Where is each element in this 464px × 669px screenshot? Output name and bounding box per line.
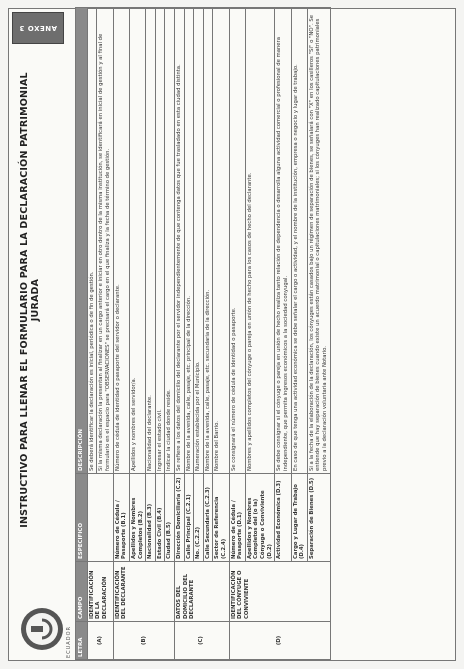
- descripcion-cell: Nombre de la avenida, calle, pasaje, etc. principal de la dirección.: [184, 8, 194, 474]
- especifico-cell: Dirección Domiciliaria (C.2): [174, 474, 184, 562]
- descripcion-cell: Se debe consignar si el cónyuge o pareja en unión de hecho realiza tanto relación de dependencia o desarrolla alguna actividad comercial o profesional de manera independiente, que permita ingresos económicos a la sociedad conyugal.: [275, 8, 291, 474]
- descripcion-cell: Si a la fecha de la elaboración de la declaración, los cónyuges están casados bajo un régimen de separación de bienes, se señalará con "X" en los casilleros "SI" o "NO". Se entiende que hay separación de bienes cuando existe un acuerdo matrimonial o capitulaciones matrimoniales; si los cónyuges han realizado capitulaciones patrimoniales previo a la declaración voluntaria ante Notario.: [307, 8, 330, 474]
- descripcion-cell: Apellidos y nombres del servidor/a.: [129, 8, 145, 474]
- column-header-campo: CAMPO: [76, 562, 88, 622]
- especifico-cell: Calle Principal (C.2.1): [184, 474, 194, 562]
- descripcion-cell: Nacionalidad del declarante.: [146, 8, 156, 474]
- column-header-especifico: ESPECIFICO: [76, 474, 88, 562]
- table-header-row: [76, 8, 88, 660]
- descripcion-cell: Nombre de la avenida, calle, pasaje, etc. secundaria de la dirección.: [203, 8, 213, 474]
- column-header-descripcion: DESCRIPCIÓN: [76, 8, 88, 474]
- especifico-cell: Sector de Referencia (C.2.4): [213, 474, 229, 562]
- especifico-cell: Cargo y Lugar de Trabajo (D.4): [291, 474, 307, 562]
- especifico-cell: Número de Cédula / Pasaporte (B.1): [113, 474, 129, 562]
- descripcion-cell: En caso de que tenga una actividad económica se debe señalar el cargo o actividad, y el nombre de la institución, empresa o negocio y lugar de trabajo.: [291, 8, 307, 474]
- campo-cell: DATOS DEL DOMICILIO DEL DECLARANTE: [174, 562, 229, 622]
- descripcion-cell: Se consignará el número de cédula de identidad o pasaporte.: [229, 8, 245, 474]
- especifico-cell: Nacionalidad (B.3): [146, 474, 156, 562]
- especifico-cell: [87, 474, 113, 562]
- column-header-letra: LETRA: [76, 622, 88, 660]
- descripcion-cell: Si la misma declaración la presentan al finalizar en un cargo anterior e iniciar en otro dentro de la misma institución, se identificará en inicial de gestión y al final de formulario en el espacio para "OBSERVACIONES" se precisará el cargo en el que finaliza y la fecha de término de gestión.: [97, 8, 113, 474]
- document-header: [9, 7, 76, 660]
- ecuador-seal-icon: [19, 606, 65, 652]
- table-row: [113, 8, 129, 660]
- descripcion-cell: Se refiere a los datos del domicilio del declarante por el servidor independientemente de que contenga datos que fue trasladado en esta ciudad distinta.: [174, 8, 184, 474]
- especifico-cell: Número de Cédula / Pasaporte (D.1): [229, 474, 245, 562]
- instructions-table: [75, 7, 331, 660]
- especifico-cell: Calle Secundaria (C.2.3): [203, 474, 213, 562]
- campo-cell: IDENTIFICACIÓN DEL CÓNYUGE O CONVIVIENTE: [229, 562, 330, 622]
- letra-cell: (D): [229, 622, 330, 660]
- annex-badge: ANEXO 3: [12, 12, 64, 44]
- descripcion-cell: Ingresar el estado civil.: [155, 8, 165, 474]
- descripcion-cell: Indicar la ciudad donde reside.: [165, 8, 175, 474]
- letra-cell: (C): [174, 622, 229, 660]
- campo-cell: IDENTIFICACIÓN DE LA DECLARACIÓN: [87, 562, 113, 622]
- logo-wordmark: ECUADOR: [66, 626, 72, 658]
- descripcion-cell: Se deberá identificar la declaración es inicial, periódica o de fin de gestión.: [87, 8, 97, 474]
- descripcion-cell: Nombre del Barrio.: [213, 8, 229, 474]
- especifico-cell: Separación de Bienes (D.5): [307, 474, 330, 562]
- especifico-cell: No. (C.2.2): [194, 474, 204, 562]
- descripcion-cell: Número de cédula de identidad o pasaporte del servidor o declarante.: [113, 8, 129, 474]
- especifico-cell: Ciudad (B.5): [165, 474, 175, 562]
- table-row: [87, 8, 97, 660]
- especifico-cell: Actividad Económica (D.3): [275, 474, 291, 562]
- table-row: [229, 8, 245, 660]
- especifico-cell: Apellidos y Nombres Completos (B.2): [129, 474, 145, 562]
- letra-cell: (A): [87, 622, 113, 660]
- letra-cell: (B): [113, 622, 174, 660]
- descripcion-cell: Numeración establecida por el Municipio.: [194, 8, 204, 474]
- descripcion-cell: Nombres y apellidos completos del cónyuge o pareja en unión de hecho para los casos de hecho del declarante.: [245, 8, 274, 474]
- document-title: INSTRUCTIVO PARA LLENAR EL FORMULARIO PARA LA DECLARACIÓN PATRIMONIAL JURADA: [19, 72, 41, 528]
- especifico-cell: Apellidos y Nombres Completos del (o la) Cónyuge o Conviviente (D.2): [245, 474, 274, 562]
- campo-cell: IDENTIFICACIÓN DEL DECLARANTE: [113, 562, 174, 622]
- document-page: [8, 8, 456, 661]
- table-row: [174, 8, 184, 660]
- especifico-cell: Estado Civil (B.4): [155, 474, 165, 562]
